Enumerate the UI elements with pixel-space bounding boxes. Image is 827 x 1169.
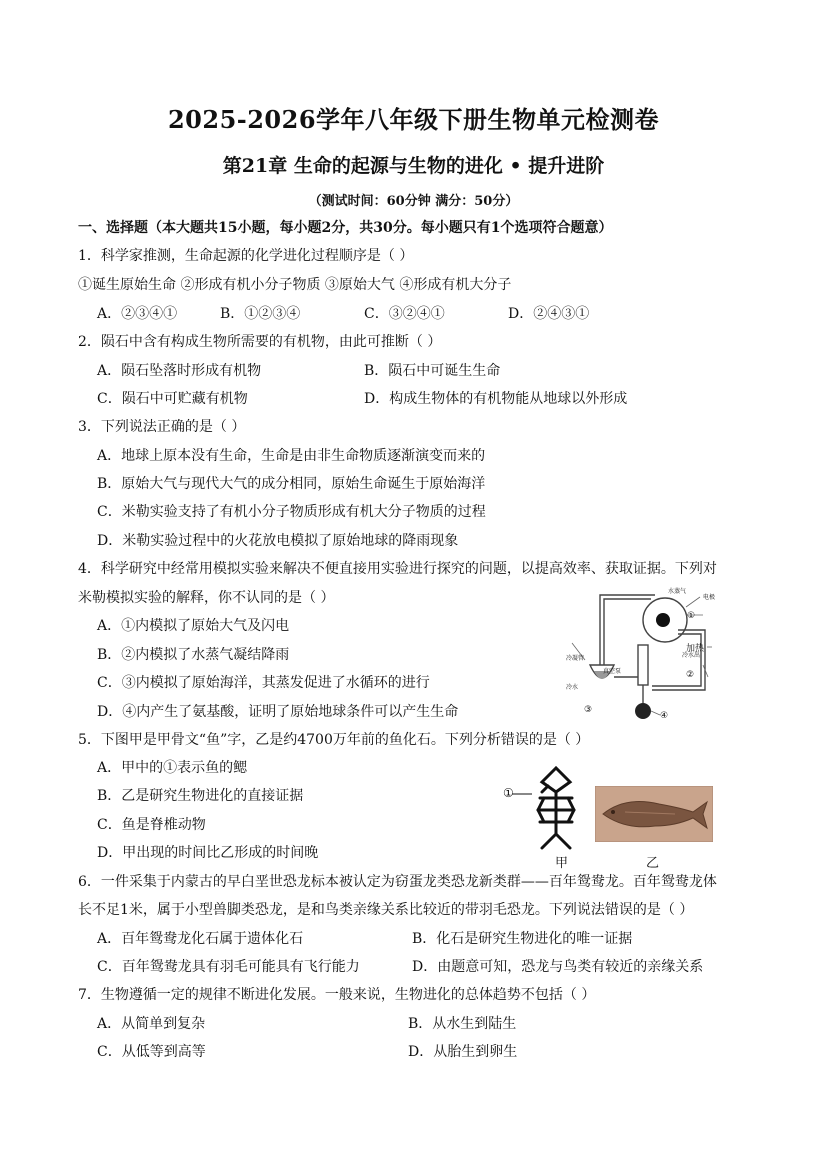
q3-option-a: A．地球上原本没有生命，生命是由非生命物质逐渐演变而来的 — [97, 448, 486, 464]
q7-option-d: D．从胎生到卵生 — [408, 1044, 518, 1060]
q2-stem: 2．陨石中含有构成生物所需要的有机物，由此可推断（ ） — [78, 334, 442, 350]
q1-option-b: B．①②③④ — [220, 306, 301, 322]
marker-3: ③ — [584, 705, 593, 715]
label-jia: 甲 — [555, 856, 569, 871]
condenser-label: 真空泵 — [603, 668, 622, 675]
q4-stem-line1: 4．科学研究中经常用模拟实验来解决不便直接用实验进行探究的问题，以提高效率、获取证据。下列对 — [78, 561, 717, 577]
water-out-label: 冷水出 — [682, 652, 701, 659]
q3-stem: 3．下列说法正确的是（ ） — [78, 419, 246, 435]
fish-marker-1: ① — [503, 786, 514, 800]
q1-stem: 1．科学家推测，生命起源的化学进化过程顺序是（ ） — [78, 248, 414, 264]
q3-option-b: B．原始大气与现代大气的成分相同，原始生命诞生于原始海洋 — [97, 476, 486, 492]
q6-option-c: C．百年鸳鸯龙具有羽毛可能具有飞行能力 — [97, 959, 360, 975]
condenser-left-label: 冷凝管 — [566, 655, 585, 662]
q4-option-d: D．④内产生了氨基酸，证明了原始地球条件可以产生生命 — [97, 704, 459, 720]
fish-fossil-image — [595, 786, 713, 842]
section-heading: 一、选择题（本大题共15小题，每小题2分，共30分。每小题只有1个选项符合题意） — [78, 220, 613, 236]
q5-option-a: A．甲中的①表示鱼的鳃 — [97, 760, 248, 776]
q7-option-a: A．从简单到复杂 — [97, 1016, 206, 1032]
steam-label: 水蒸气 — [668, 588, 687, 595]
q2-option-b: B．陨石中可诞生生命 — [364, 363, 501, 379]
q1-option-d: D．②④③① — [508, 306, 590, 322]
marker-4: ④ — [660, 711, 669, 721]
marker-leader-line — [512, 791, 532, 797]
q1-items: ①诞生原始生命 ②形成有机小分子物质 ③原始大气 ④形成有机大分子 — [78, 277, 512, 293]
q4-option-b: B．②内模拟了水蒸气凝结降雨 — [97, 647, 290, 663]
q4-stem-line2: 米勒模拟实验的解释，你不认同的是（ ） — [78, 590, 335, 606]
q2-option-a: A．陨石坠落时形成有机物 — [97, 363, 262, 379]
q2-option-c: C．陨石中可贮藏有机物 — [97, 391, 248, 407]
marker-heat: 加热 — [686, 644, 705, 654]
q2-option-d: D．构成生物体的有机物能从地球以外形成 — [364, 391, 628, 407]
q4-option-a: A．①内模拟了原始大气及闪电 — [97, 618, 290, 634]
cold-water-label: 冷水 — [566, 684, 579, 691]
marker-2: ② — [686, 670, 695, 680]
q5-option-d: D．甲出现的时间比乙形成的时间晚 — [97, 845, 319, 861]
q1-option-c: C．③②④① — [364, 306, 445, 322]
q7-stem: 7．生物遵循一定的规律不断进化发展。一般来说，生物进化的总体趋势不包括（ ） — [78, 987, 596, 1003]
q3-option-d: D．米勒实验过程中的火花放电模拟了原始地球的降雨现象 — [97, 533, 459, 549]
page-title: 2025-2026学年八年级下册生物单元检测卷 — [167, 105, 660, 134]
spark-icon — [656, 613, 670, 627]
q6-stem-line1: 6．一件采集于内蒙古的早白垩世恐龙标本被认定为窃蛋龙类恐龙新类群——百年鸳鸯龙。百年鸳鸯龙体 — [78, 874, 717, 890]
marker-1: ① — [687, 611, 696, 621]
label-yi: 乙 — [646, 856, 660, 871]
q5-option-c: C．鱼是脊椎动物 — [97, 817, 206, 833]
q6-option-d: D．由题意可知，恐龙与鸟类有较近的亲缘关系 — [412, 959, 704, 975]
q5-stem: 5．下图甲是甲骨文“鱼”字，乙是约4700万年前的鱼化石。下列分析错误的是（ ） — [78, 732, 590, 748]
q4-option-c: C．③内模拟了原始海洋，其蒸发促进了水循环的进行 — [97, 675, 430, 691]
exam-meta: （测试时间：60分钟 满分：50分） — [308, 194, 519, 209]
q5-option-b: B．乙是研究生物进化的直接证据 — [97, 788, 304, 804]
q6-option-b: B．化石是研究生物进化的唯一证据 — [412, 931, 633, 947]
electrode-label: 电极 — [703, 594, 716, 601]
q1-option-a: A．②③④① — [97, 306, 178, 322]
chapter-subtitle: 第21章 生命的起源与生物的进化 • 提升进阶 — [222, 155, 605, 177]
heated-flask-icon — [635, 703, 651, 719]
q3-option-c: C．米勒实验支持了有机小分子物质形成有机大分子物质的过程 — [97, 504, 486, 520]
q6-option-a: A．百年鸳鸯龙化石属于遗体化石 — [97, 931, 304, 947]
q7-option-c: C．从低等到高等 — [97, 1044, 206, 1060]
oracle-fish-character-icon — [528, 764, 584, 852]
q7-option-b: B．从水生到陆生 — [408, 1016, 517, 1032]
q6-stem-line2: 长不足1米，属于小型兽脚类恐龙，是和鸟类亲缘关系比较近的带羽毛恐龙。下列说法错误的是（ ） — [78, 902, 694, 918]
